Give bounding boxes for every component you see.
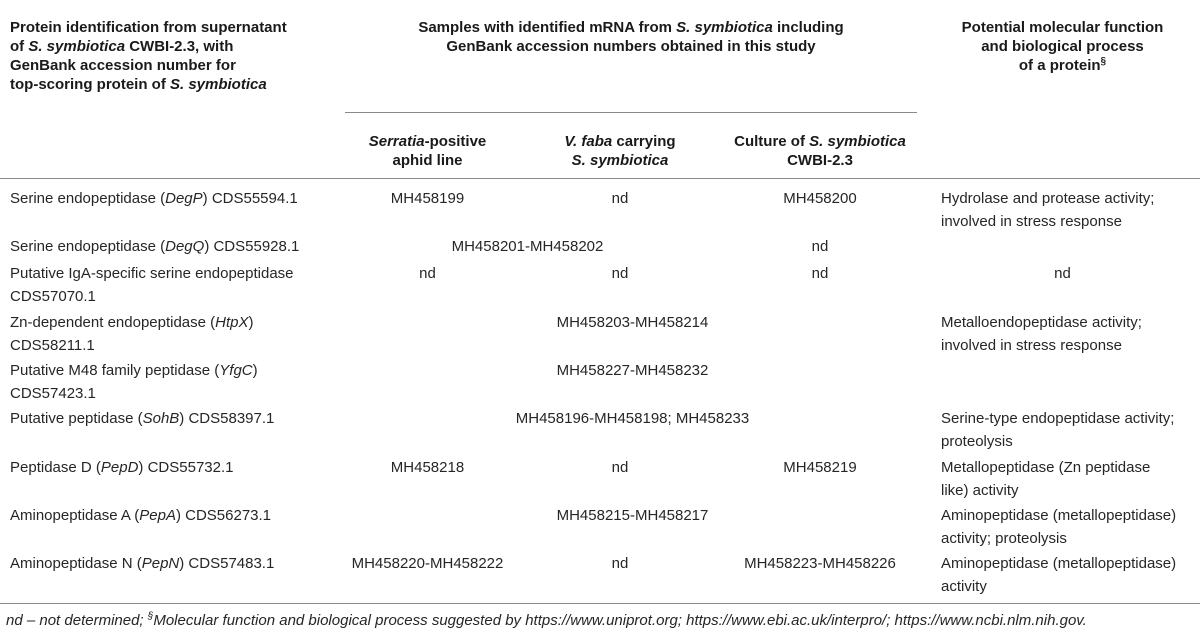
row-pepn-aphid: MH458220-MH458222 xyxy=(351,555,504,572)
row-pepd-culture: MH458219 xyxy=(783,459,857,476)
table-footnote: nd – not determined; §Molecular function and biological process suggested by https://www.uniprot.org; https://www.ebi.ac.uk/interpro/; https://www.ncbi.nlm.nih.gov. xyxy=(6,611,1087,629)
row-pepa-accessions: MH458215-MH458217 xyxy=(556,507,709,524)
row-iga-aphid: nd xyxy=(419,265,436,282)
row-htpx-protein: Zn-dependent endopeptidase (HtpX) CDS58211.1 xyxy=(10,314,254,354)
row-pepa-protein: Aminopeptidase A (PepA) CDS56273.1 xyxy=(10,507,272,524)
row-pepn-protein: Aminopeptidase N (PepN) CDS57483.1 xyxy=(10,555,275,572)
row-degq-culture: nd xyxy=(811,238,829,255)
row-degp-function: Hydrolase and protease activity; involved in stress response xyxy=(941,190,1155,230)
header-bottom-rule xyxy=(0,178,1200,179)
row-degq-protein: Serine endopeptidase (DegQ) CDS55928.1 xyxy=(10,238,300,255)
row-htpx-accessions: MH458203-MH458214 xyxy=(556,314,709,331)
row-iga-function: nd xyxy=(1054,265,1071,282)
header-molecular-function: Potential molecular function and biological process of a protein§ xyxy=(961,19,1164,74)
row-pepd-vfaba: nd xyxy=(611,459,629,476)
row-degp-protein: Serine endopeptidase (DegP) CDS55594.1 xyxy=(10,190,298,207)
subheader-serratia-aphid: Serratia-positive aphid line xyxy=(368,133,487,169)
row-pepn-vfaba: nd xyxy=(611,555,629,572)
header-protein-identification: Protein identification from supernatant of S. symbiotica CWBI-2.3, with GenBank accession number for top-scoring protein of S. symbiotica xyxy=(10,19,287,93)
row-degp-aphid: MH458199 xyxy=(390,190,465,207)
row-iga-vfaba: nd xyxy=(611,265,629,282)
row-sohb-protein: Putative peptidase (SohB) CDS58397.1 xyxy=(10,410,275,427)
span-header-rule xyxy=(345,112,917,113)
row-yfgc-protein: Putative M48 family peptidase (YfgC) CDS57423.1 xyxy=(10,362,258,402)
row-pepd-function: Metallopeptidase (Zn peptidase like) activity xyxy=(941,459,1151,499)
row-yfgc-accessions: MH458227-MH458232 xyxy=(556,362,709,379)
row-iga-protein: Putative IgA-specific serine endopeptidase CDS57070.1 xyxy=(10,265,294,305)
row-sohb-function: Serine-type endopeptidase activity; proteolysis xyxy=(941,410,1175,450)
row-iga-culture: nd xyxy=(811,265,829,282)
header-samples-mrna: Samples with identified mRNA from S. symbiotica including GenBank accession numbers obtained in this study xyxy=(418,19,844,55)
subheader-vfaba: V. faba carrying S. symbiotica xyxy=(564,133,676,169)
table-bottom-rule xyxy=(0,603,1200,604)
row-pepd-aphid: MH458218 xyxy=(390,459,465,476)
row-degp-vfaba: nd xyxy=(611,190,629,207)
row-sohb-accessions: MH458196-MH458198; MH458233 xyxy=(515,410,750,427)
row-pepn-culture: MH458223-MH458226 xyxy=(744,555,896,572)
row-degp-culture: MH458200 xyxy=(783,190,857,207)
row-pepd-protein: Peptidase D (PepD) CDS55732.1 xyxy=(10,459,234,476)
row-pepa-function: Aminopeptidase (metallopeptidase) activity; proteolysis xyxy=(941,507,1177,547)
subheader-culture: Culture of S. symbiotica CWBI-2.3 xyxy=(734,133,906,169)
row-pepn-function: Aminopeptidase (metallopeptidase) activity xyxy=(941,555,1177,595)
row-htpx-function: Metalloendopeptidase activity; involved in stress response xyxy=(941,314,1142,354)
row-degq-aphid-vfaba: MH458201-MH458202 xyxy=(451,238,604,255)
